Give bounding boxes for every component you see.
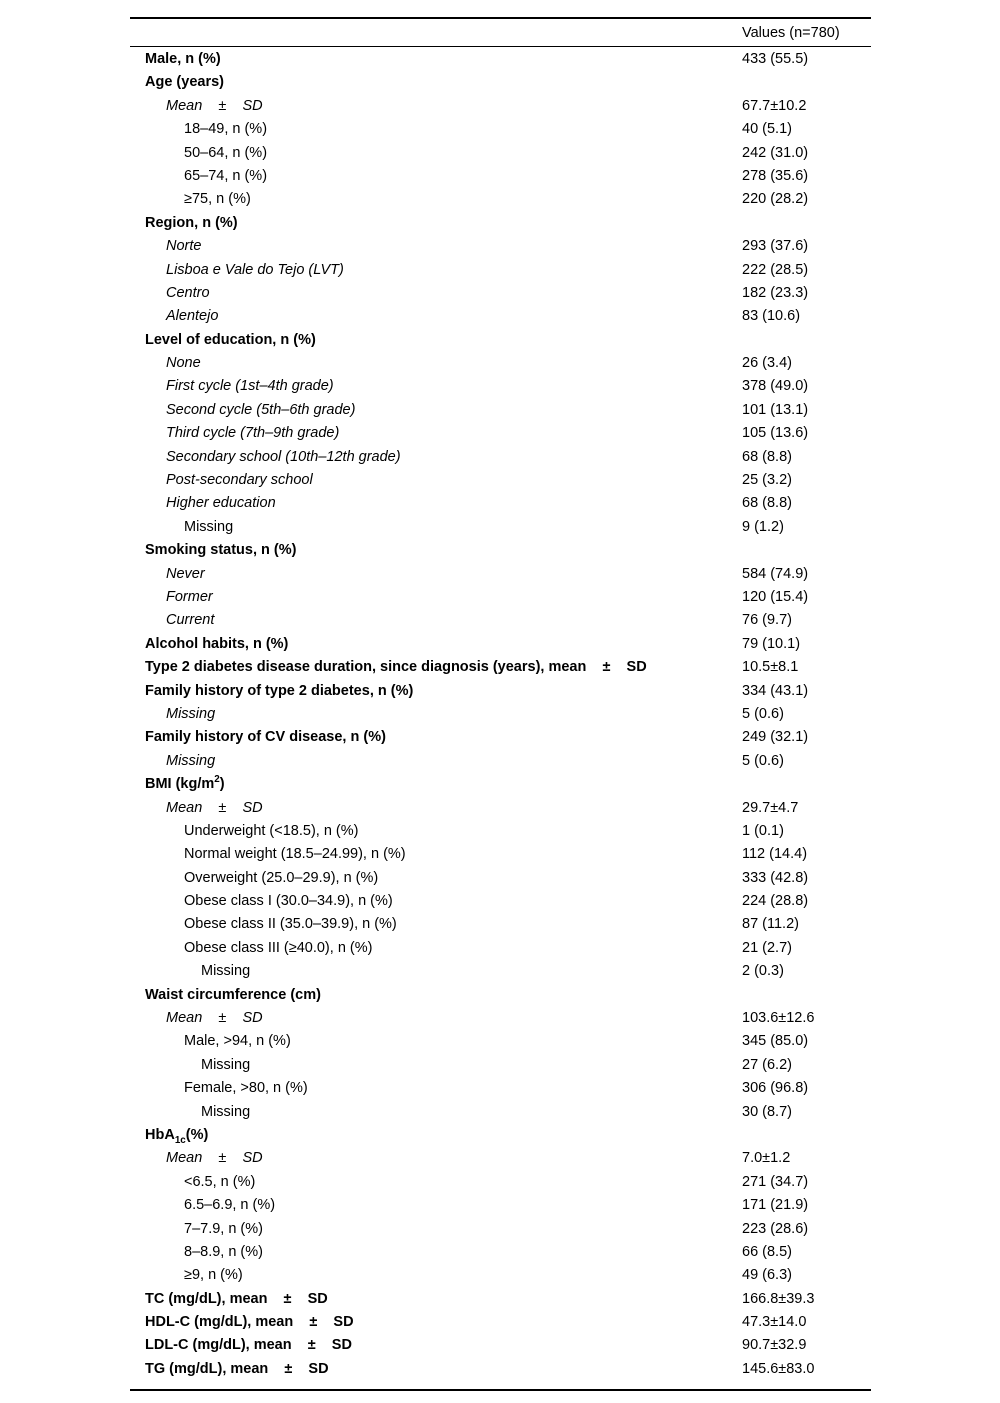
table-row [130,1218,871,1241]
table-row [130,212,871,235]
row-label: 18–49, n (%) [184,121,268,138]
row-value: 222 (28.5) [742,261,809,278]
row-value: 47.3±14.0 [742,1314,807,1331]
row-label: Obese class III (≥40.0), n (%) [184,939,373,956]
row-value: 278 (35.6) [742,167,809,184]
row-value: 27 (6.2) [742,1056,792,1073]
row-label: Mean ± SD [166,1150,263,1167]
row-label: Male, >94, n (%) [184,1033,291,1050]
row-value: 25 (3.2) [742,472,792,489]
table-row [130,352,871,375]
table-row [130,235,871,258]
table-row [130,820,871,843]
row-value: 220 (28.2) [742,191,809,208]
row-label: Family history of CV disease, n (%) [145,729,386,746]
row-label: 7–7.9, n (%) [184,1220,263,1237]
table-row [130,703,871,726]
row-value: 271 (34.7) [742,1173,809,1190]
row-label-part: HbA [145,1126,175,1143]
table-row [130,1241,871,1264]
baseline-characteristics-table [130,17,871,1391]
row-label: Missing [166,752,216,769]
table-row [130,680,871,703]
row-label: 6.5–6.9, n (%) [184,1197,276,1214]
table-row [130,399,871,422]
row-label: Underweight (<18.5), n (%) [184,822,359,839]
row-label: Post-secondary school [166,472,313,489]
row-label: Missing [201,1056,251,1073]
row-value: 7.0±1.2 [742,1150,791,1167]
row-value: 29.7±4.7 [742,799,799,816]
row-value: 293 (37.6) [742,238,809,255]
table-row [130,1077,871,1100]
row-value: 103.6±12.6 [742,1010,815,1027]
table-row [130,1007,871,1030]
row-label: Missing [184,518,234,535]
table-row [130,563,871,586]
row-value: 249 (32.1) [742,729,809,746]
row-value: 90.7±32.9 [742,1337,807,1354]
row-label: LDL-C (mg/dL), mean ± SD [145,1337,352,1354]
row-value: 224 (28.8) [742,893,809,910]
table-row [130,305,871,328]
row-label: Mean ± SD [166,799,263,816]
row-label: Mean ± SD [166,97,263,114]
row-value: 334 (43.1) [742,682,809,699]
row-label: <6.5, n (%) [184,1173,256,1190]
row-label: TC (mg/dL), mean ± SD [145,1290,328,1307]
row-value: 40 (5.1) [742,121,792,138]
table-row [130,656,871,679]
row-value: 145.6±83.0 [742,1360,815,1377]
row-value: 83 (10.6) [742,308,801,325]
row-label: Second cycle (5th–6th grade) [166,401,356,418]
table-row [130,539,871,562]
row-label: Centro [166,284,210,301]
row-label-part: 1c [174,1134,186,1146]
row-label: Missing [166,705,216,722]
row-label: Third cycle (7th–9th grade) [166,425,340,442]
row-label: 8–8.9, n (%) [184,1243,263,1260]
table-row [130,1147,871,1170]
row-value: 171 (21.9) [742,1197,809,1214]
table-row [130,469,871,492]
row-value: 5 (0.6) [742,705,784,722]
table-row [130,142,871,165]
table-row [130,984,871,1007]
table-row [130,1030,871,1053]
table-body [130,47,871,1389]
table-row [130,118,871,141]
table-row [130,633,871,656]
table-row [130,890,871,913]
row-label: Female, >80, n (%) [184,1080,308,1097]
row-label: Overweight (25.0–29.9), n (%) [184,869,379,886]
row-label [130,773,742,796]
table-row [130,913,871,936]
row-label: Waist circumference (cm) [145,986,321,1003]
row-label: Normal weight (18.5–24.99), n (%) [184,846,406,863]
row-value: 306 (96.8) [742,1080,809,1097]
row-label: Mean ± SD [166,1010,263,1027]
row-label: Secondary school (10th–12th grade) [166,448,401,465]
table-row [130,1124,871,1147]
row-label: First cycle (1st–4th grade) [166,378,334,395]
row-label: Age (years) [145,74,224,91]
row-label: Current [166,612,215,629]
table-row [130,1054,871,1077]
table-row [130,1171,871,1194]
table-row [130,1334,871,1357]
table-row [130,95,871,118]
row-label-part: 2 [214,774,220,786]
row-label [130,1124,742,1147]
row-value: 30 (8.7) [742,1103,792,1120]
row-label: HDL-C (mg/dL), mean ± SD [145,1314,354,1331]
table-row [130,726,871,749]
row-label: Missing [201,1103,251,1120]
row-value: 182 (23.3) [742,284,809,301]
row-label: Alentejo [166,308,219,325]
table-row [130,867,871,890]
table-row [130,773,871,796]
row-value: 79 (10.1) [742,635,801,652]
table-row [130,422,871,445]
table-row [130,1288,871,1311]
table-row [130,609,871,632]
row-value: 345 (85.0) [742,1033,809,1050]
row-value: 67.7±10.2 [742,97,807,114]
table-row [130,586,871,609]
row-label-part: BMI (kg/m [145,776,215,793]
row-value: 49 (6.3) [742,1267,792,1284]
row-value: 333 (42.8) [742,869,809,886]
row-label: Family history of type 2 diabetes, n (%) [145,682,414,699]
row-value: 120 (15.4) [742,588,809,605]
row-label: Higher education [166,495,276,512]
row-label-part: (%) [185,1126,209,1143]
row-label: ≥9, n (%) [184,1267,243,1284]
row-label: Missing [201,963,251,980]
table-row [130,259,871,282]
row-value: 105 (13.6) [742,425,809,442]
table-row [130,446,871,469]
row-value: 101 (13.1) [742,401,809,418]
row-label: ≥75, n (%) [184,191,251,208]
row-value: 433 (55.5) [742,51,809,67]
row-label: 65–74, n (%) [184,167,268,184]
table-header-row [130,19,871,47]
table-row [130,960,871,983]
row-label: Alcohol habits, n (%) [145,635,289,652]
row-label: 50–64, n (%) [184,144,268,161]
table-row [130,188,871,211]
row-value: 1 (0.1) [742,822,784,839]
table-row [130,165,871,188]
table-row [130,516,871,539]
row-value: 66 (8.5) [742,1243,792,1260]
row-value: 112 (14.4) [742,846,808,863]
row-value: 26 (3.4) [742,355,792,372]
table-row [130,937,871,960]
row-value: 10.5±8.1 [742,659,799,676]
table-row [130,843,871,866]
row-label: Former [166,588,213,605]
table-row [130,329,871,352]
row-value: 21 (2.7) [742,939,792,956]
row-value: 9 (1.2) [742,518,784,535]
table-row [130,750,871,773]
row-label: None [166,355,201,372]
row-label: TG (mg/dL), mean ± SD [145,1360,329,1377]
values-column-header: Values (n=780) [742,24,840,41]
table-row [130,1194,871,1217]
table-row [130,375,871,398]
row-value: 223 (28.6) [742,1220,809,1237]
table-row [130,797,871,820]
row-label-part: ) [219,776,225,793]
table-row [130,48,871,71]
row-label: Type 2 diabetes disease duration, since diagnosis (years), mean ± SD [145,659,647,676]
row-value: 584 (74.9) [742,565,809,582]
row-value: 68 (8.8) [742,448,792,465]
table-row [130,1264,871,1287]
row-value: 378 (49.0) [742,378,809,395]
table-row [130,71,871,94]
row-label: Region, n (%) [145,214,238,231]
row-label: Level of education, n (%) [145,331,316,348]
row-label: Male, n (%) [145,51,221,67]
table-row [130,492,871,515]
row-label: Lisboa e Vale do Tejo (LVT) [166,261,344,278]
row-value: 76 (9.7) [742,612,792,629]
row-value: 242 (31.0) [742,144,809,161]
table-row [130,1101,871,1124]
table-row [130,1311,871,1334]
row-value: 87 (11.2) [742,916,799,933]
row-label: Never [166,565,205,582]
row-value: 5 (0.6) [742,752,784,769]
row-label: Smoking status, n (%) [145,542,297,559]
row-label: Norte [166,238,202,255]
row-value: 68 (8.8) [742,495,792,512]
table-row [130,282,871,305]
row-value: 166.8±39.3 [742,1290,815,1307]
row-value: 2 (0.3) [742,963,784,980]
row-label: Obese class II (35.0–39.9), n (%) [184,916,397,933]
row-label: Obese class I (30.0–34.9), n (%) [184,893,393,910]
table-row [130,1358,871,1381]
